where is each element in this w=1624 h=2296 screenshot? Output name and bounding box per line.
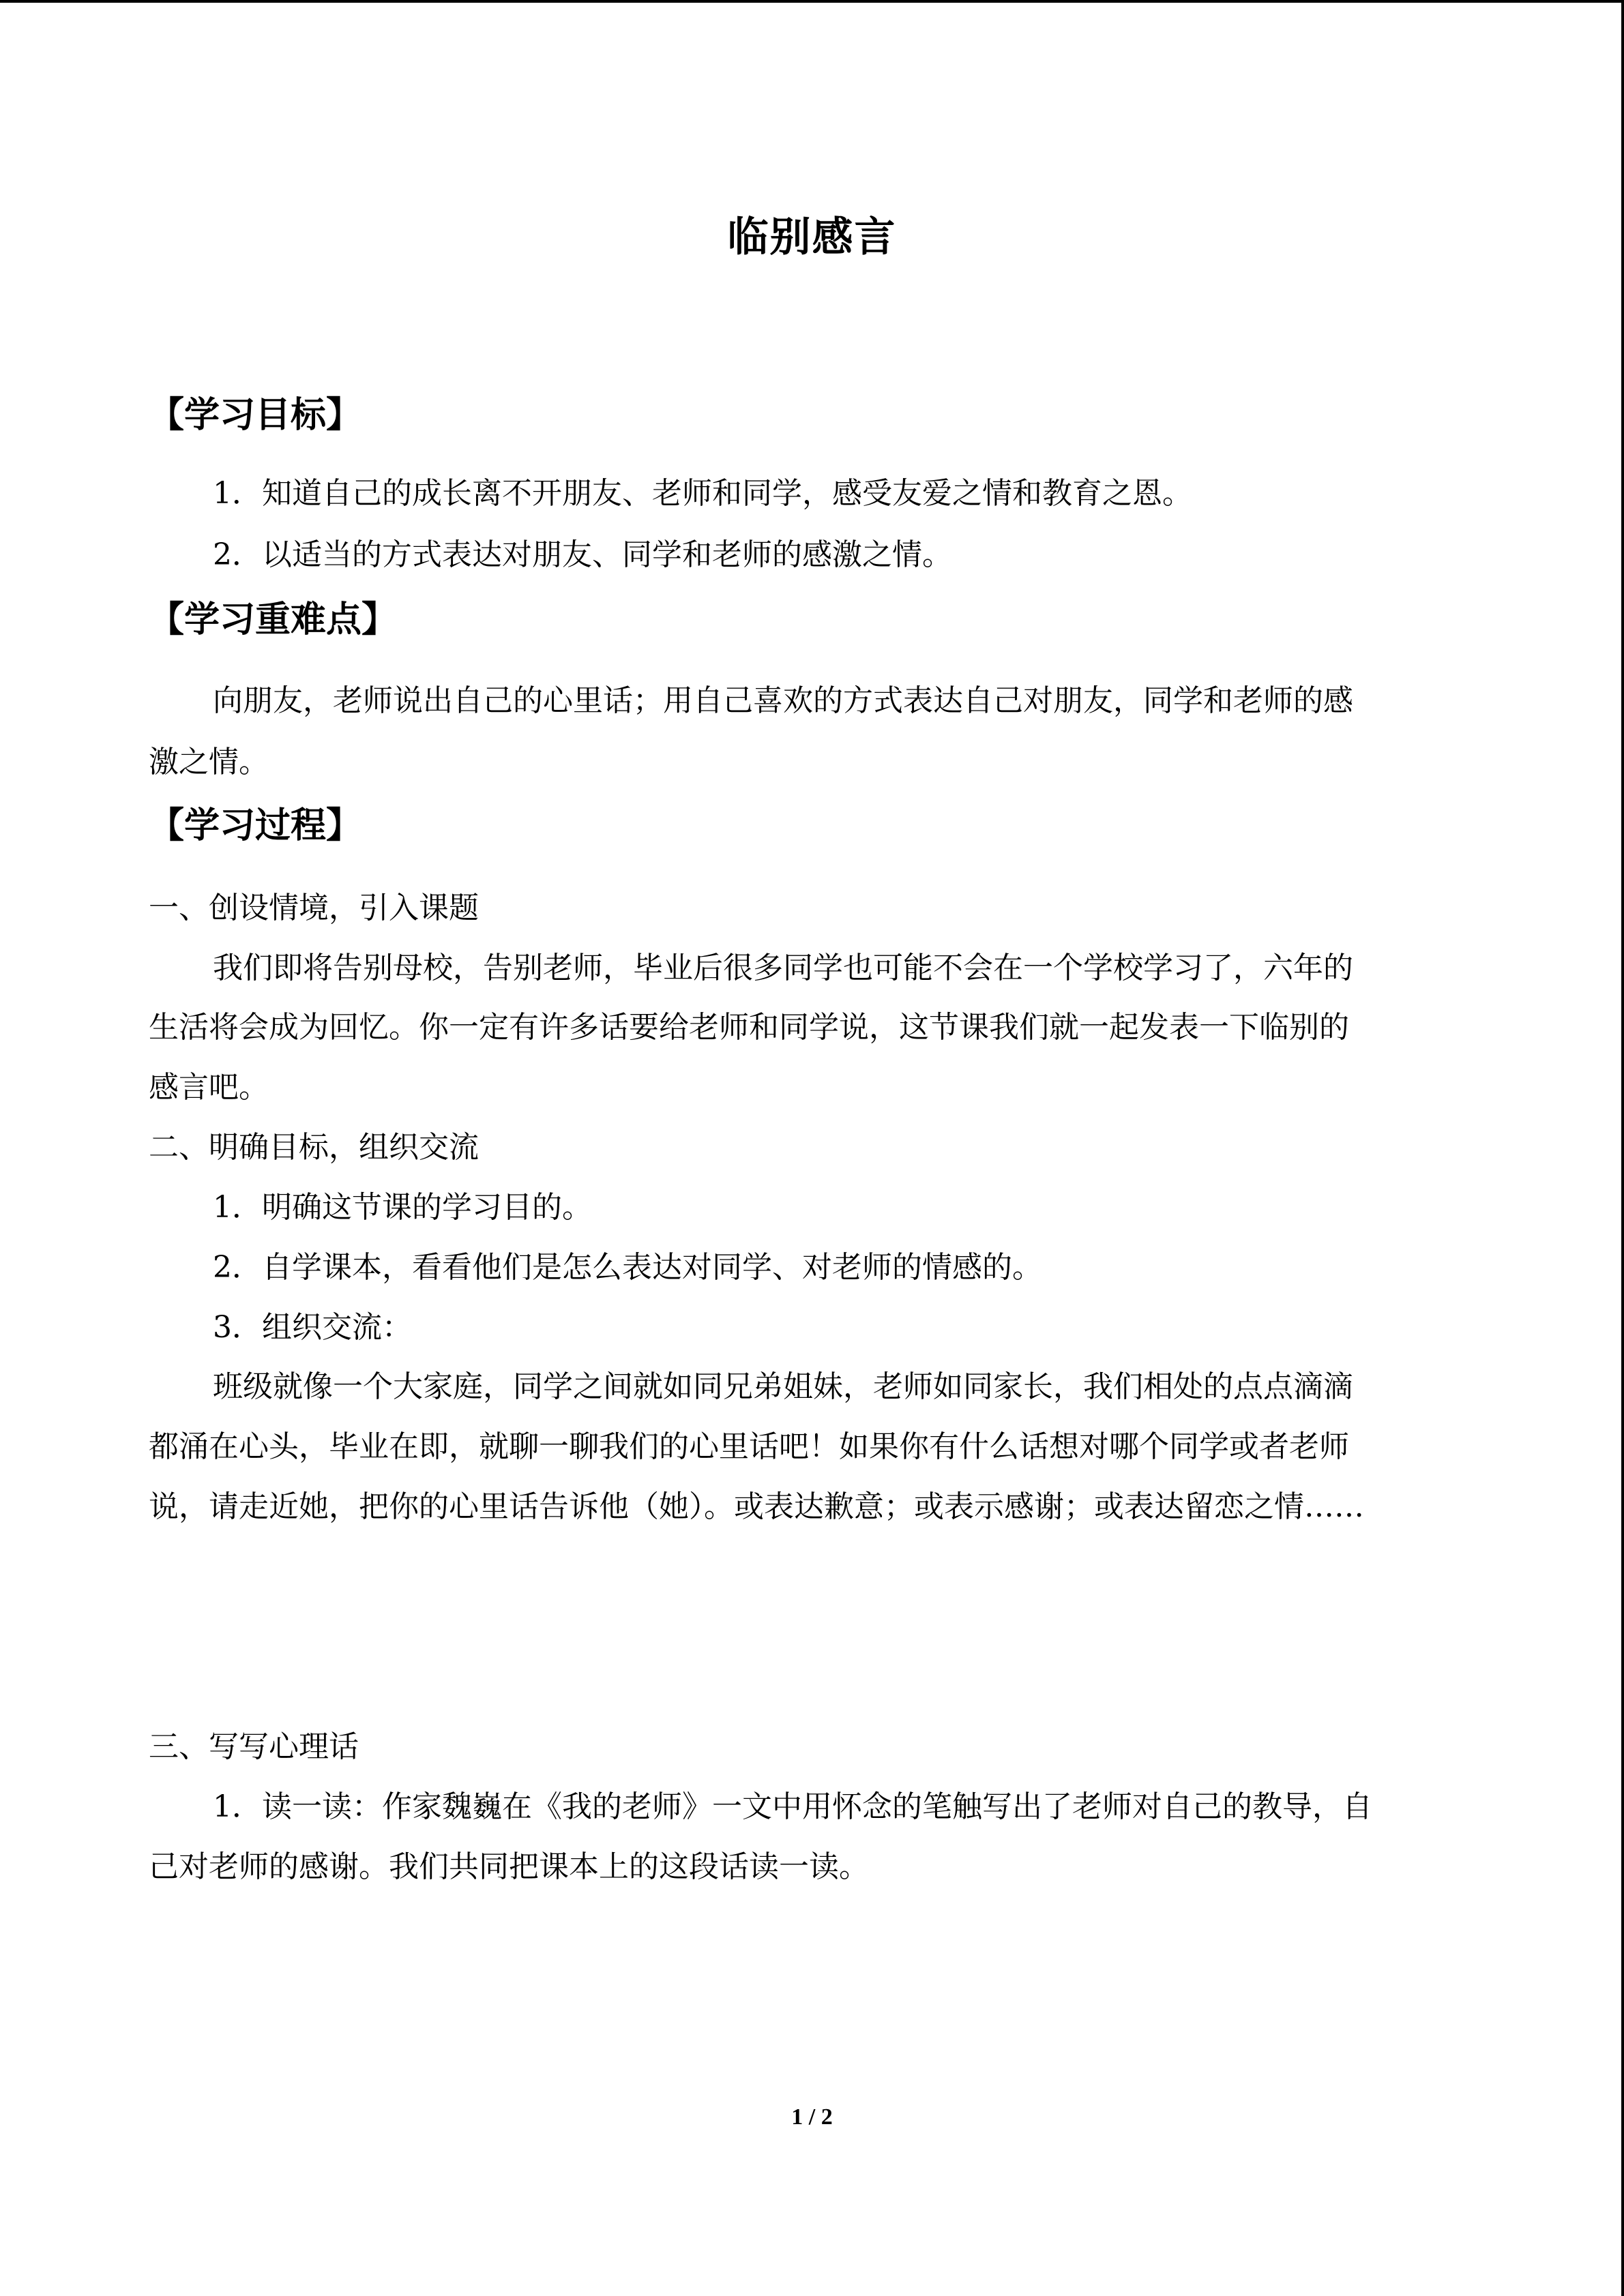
part3-title: 三、写写心理话: [149, 1729, 359, 1764]
part2-item-1: 1．明确这节课的学习目的。: [213, 1190, 592, 1225]
part3-line-1: 1．读一读：作家魏巍在《我的老师》一文中用怀念的笔触写出了老师对自己的教导，自: [213, 1789, 1372, 1824]
part2-title: 二、明确目标，组织交流: [149, 1130, 479, 1165]
part2-line-2: 都涌在心头，毕业在即，就聊一聊我们的心里话吧！如果你有什么话想对哪个同学或者老师: [149, 1429, 1349, 1464]
page-number: 1 / 2: [791, 2104, 833, 2130]
part2-line-3: 说，请走近她，把你的心里话告诉他（她）。或表达歉意；或表示感谢；或表达留恋之情……: [149, 1489, 1364, 1524]
page-border-top: [0, 0, 1624, 3]
part2-item-3: 3．组织交流：: [213, 1310, 412, 1345]
goal-item-2: 2．以适当的方式表达对朋友、同学和老师的感激之情。: [213, 537, 952, 572]
key-points-line-2: 激之情。: [149, 745, 269, 779]
part1-title: 一、创设情境，引入课题: [149, 891, 479, 925]
page-border-right: [1621, 0, 1624, 2296]
heading-learning-goals: 【学习目标】: [149, 395, 362, 436]
part2-item-2: 2．自学课本，看看他们是怎么表达对同学、对老师的情感的。: [213, 1250, 1042, 1285]
heading-learning-process: 【学习过程】: [149, 805, 362, 846]
heading-key-points: 【学习重难点】: [149, 599, 398, 640]
document-title: 临别感言: [727, 213, 897, 261]
part1-line-1: 我们即将告别母校，告别老师，毕业后很多同学也可能不会在一个学校学习了，六年的: [213, 951, 1353, 985]
part3-line-2: 己对老师的感谢。我们共同把课本上的这段话读一读。: [149, 1849, 869, 1884]
key-points-line-1: 向朋友，老师说出自己的心里话；用自己喜欢的方式表达自己对朋友，同学和老师的感: [213, 683, 1353, 718]
part1-line-3: 感言吧。: [149, 1070, 269, 1105]
part1-line-2: 生活将会成为回忆。你一定有许多话要给老师和同学说，这节课我们就一起发表一下临别的: [149, 1010, 1349, 1045]
goal-item-1: 1．知道自己的成长离不开朋友、老师和同学，感受友爱之情和教育之恩。: [213, 476, 1192, 511]
part2-line-1: 班级就像一个大家庭，同学之间就如同兄弟姐妹，老师如同家长，我们相处的点点滴滴: [213, 1369, 1353, 1404]
